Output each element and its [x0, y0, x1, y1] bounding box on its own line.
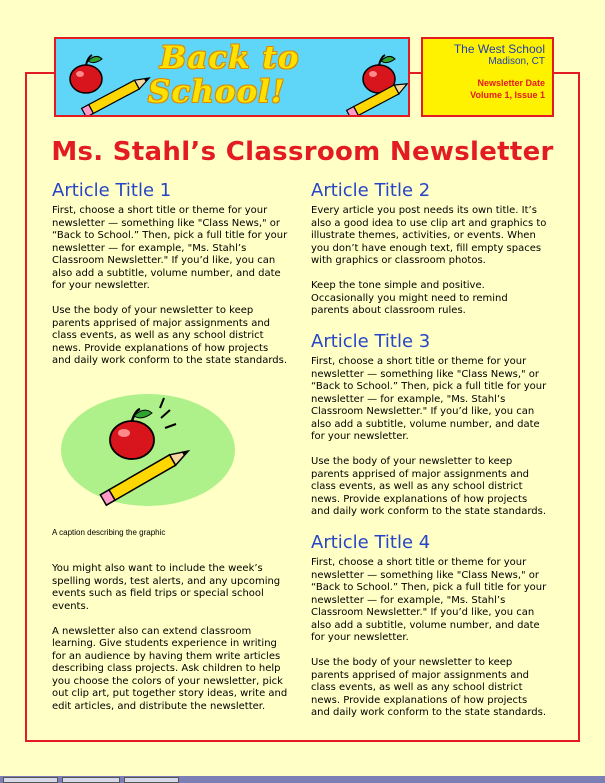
- taskbar: [0, 776, 605, 783]
- article-3-paragraph-2: Use the body of your newsletter to keep parents apprised of major assignments and class events, as well as any school district news. Provide explanations of how projects and daily work conform to the state standards.: [311, 456, 547, 517]
- left-bottom-paragraph-1: You might also want to include the week’s spelling words, test alerts, and any upcoming events such as field trips or special school events.: [52, 563, 281, 612]
- school-name: The West School: [453, 42, 545, 56]
- article-1-paragraph-1: First, choose a short title or theme for your newsletter — something like "Class News," or “Back to School.” Then, pick a full title for your newsletter — for example, "Ms. Stahl’s Classroom Newsletter." If you’d like, you can also add a subtitle, volume number, and date for your newsletter.: [52, 205, 288, 291]
- left-bottom-paragraph-2: A newsletter also can extend classroom learning. Give students experience in writing for an audience by having them write articles describing class projects. Ask children to help you choose the colors of your newsletter, pick out clip art, put together story ideas, write and edit articles, and distribute the newsletter.: [52, 625, 288, 712]
- article-1-title: Article Title 1: [52, 180, 172, 201]
- graphic-caption: A caption describing the graphic: [52, 528, 166, 537]
- taskbar-button[interactable]: [124, 777, 179, 783]
- newsletter-issue: Volume 1, Issue 1: [470, 90, 545, 100]
- article-1-paragraph-2: Use the body of your newsletter to keep parents apprised of major assignments and class events, as well as any school district news. Provide explanations of how projects and daily work conform to the state standards.: [52, 305, 288, 366]
- article-4-paragraph-2: Use the body of your newsletter to keep parents apprised of major assignments and class events, as well as any school district news. Provide explanations of how projects and daily work conform to the state standards.: [311, 657, 547, 718]
- right-column: [311, 179, 547, 732]
- article-3-title: Article Title 3: [311, 331, 431, 352]
- article-4-title: Article Title 4: [311, 532, 431, 553]
- newsletter-date: Newsletter Date: [477, 78, 545, 88]
- banner-title: [148, 41, 328, 109]
- newsletter-title: Ms. Stahl’s Classroom Newsletter: [51, 137, 554, 167]
- apple-pencil-graphic: [58, 390, 238, 510]
- left-column-bottom: [52, 563, 292, 726]
- banner-line-2: School!: [148, 74, 286, 110]
- banner-line-1: Back to: [160, 40, 300, 76]
- article-2-title: Article Title 2: [311, 180, 431, 201]
- back-to-school-banner: [54, 37, 410, 117]
- article-2-paragraph-2: Keep the tone simple and positive. Occasionally you might need to remind parents about classroom rules.: [311, 280, 508, 316]
- article-4-paragraph-1: First, choose a short title or theme for your newsletter — something like "Class News," or “Back to School.” Then, pick a full title for your newsletter — for example, "Ms. Stahl’s Classroom Newsletter." If you’d like, you can also add a subtitle, volume number, and date for your newsletter.: [311, 557, 547, 643]
- school-info-box: [421, 37, 554, 117]
- school-city: Madison, CT: [488, 56, 545, 67]
- taskbar-button[interactable]: [3, 777, 58, 783]
- article-3-paragraph-1: First, choose a short title or theme for your newsletter — something like "Class News," or “Back to School.” Then, pick a full title for your newsletter — for example, "Ms. Stahl’s Classroom Newsletter." If you’d like, you can also add a subtitle, volume number, and date for your newsletter.: [311, 356, 547, 442]
- article-2-paragraph-1: Every article you post needs its own title. It’s also a good idea to use clip art and graphics to illustrate themes, activities, or events. When you don’t have enough text, fill empty spaces with graphics or classroom photos.: [311, 205, 547, 266]
- taskbar-button[interactable]: [62, 777, 120, 783]
- left-column: [52, 179, 288, 380]
